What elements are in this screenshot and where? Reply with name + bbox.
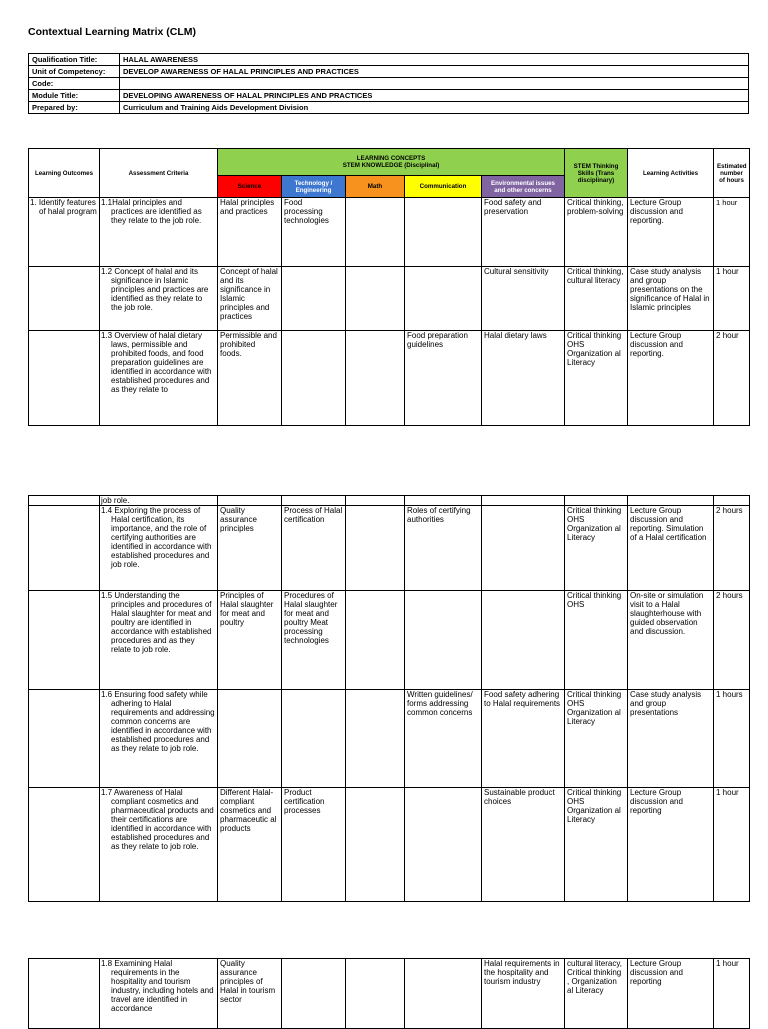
math-cell [346, 198, 405, 267]
info-value: HALAL AWARENESS [120, 54, 749, 66]
communication-cell [405, 591, 482, 690]
stem-thinking-cell: Critical thinking OHS Organization al Literacy [565, 690, 628, 788]
info-value: DEVELOP AWARENESS OF HALAL PRINCIPLES AND PRACTICES [120, 66, 749, 78]
technology-cell: Procedures of Halal slaughter for meat and poultry Meat processing technologies [282, 591, 346, 690]
info-value [120, 78, 749, 90]
science-cell [218, 690, 282, 788]
learning-activities-cell: Lecture Group discussion and reporting [628, 959, 714, 1029]
continuation-text: job role. [100, 496, 218, 506]
stem-thinking-cell: Critical thinking OHS Organization al Literacy [565, 506, 628, 591]
science-cell: Concept of halal and its significance in Islamic principles and practices [218, 267, 282, 331]
table-row [29, 267, 750, 331]
hours-cell: 2 hours [714, 506, 750, 591]
technology-cell [282, 959, 346, 1029]
info-value: Curriculum and Training Aids Development Division [120, 102, 749, 114]
assessment-criteria-cell: 1.5 Understanding the principles and procedures of Halal slaughter for meat and poultry are identified in accordance with established procedures and as they relate to job role. [100, 591, 218, 690]
assessment-criteria-cell: 1.8 Examining Halal requirements in the hospitality and tourism industry, including hotels and travel are identified in accordance [100, 959, 218, 1029]
header-learning-concepts [218, 149, 565, 176]
header-science: Science [218, 176, 282, 198]
environmental-cell: Cultural sensitivity [482, 267, 565, 331]
hours-cell: 1 hours [714, 690, 750, 788]
table-row [29, 198, 750, 267]
math-cell [346, 690, 405, 788]
environmental-cell: Halal dietary laws [482, 331, 565, 426]
communication-cell: Roles of certifying authorities [405, 506, 482, 591]
technology-cell [282, 267, 346, 331]
assessment-criteria-cell: 1.1Halal principles and practices are identified as they relate to the job role. [100, 198, 218, 267]
table-row [29, 591, 750, 690]
header-assessment-criteria: Assessment Criteria [100, 149, 218, 198]
header-stem-thinking: STEM Thinking Skills (Trans disciplinary) [565, 149, 628, 198]
module-info-table [28, 53, 749, 114]
science-cell: Permissible and prohibited foods. [218, 331, 282, 426]
stem-thinking-cell: cultural literacy, Critical thinking , Organization al Literacy [565, 959, 628, 1029]
info-row [29, 102, 749, 114]
continuation-row [29, 496, 750, 506]
learning-activities-cell: Case study analysis and group presentations on the significance of Halal in Islamic principles [628, 267, 714, 331]
info-label: Module Title: [29, 90, 120, 102]
assessment-criteria-cell: 1.3 Overview of halal dietary laws, permissible and prohibited foods, and food preparation guidelines are identified in accordance with established procedures and as they relate to [100, 331, 218, 426]
info-value: DEVELOPING AWARENESS OF HALAL PRINCIPLES AND PRACTICES [120, 90, 749, 102]
table-row [29, 788, 750, 902]
stem-thinking-cell: Critical thinking OHS [565, 591, 628, 690]
table-row [29, 959, 750, 1029]
math-cell [346, 506, 405, 591]
technology-cell: Food processing technologies [282, 198, 346, 267]
technology-cell [282, 690, 346, 788]
math-cell [346, 959, 405, 1029]
stem-thinking-cell: Critical thinking, cultural literacy [565, 267, 628, 331]
math-cell [346, 591, 405, 690]
clm-table-section-3 [28, 958, 750, 1029]
learning-outcome-cell [29, 267, 100, 331]
learning-activities-cell: Lecture Group discussion and reporting. [628, 331, 714, 426]
header-technology: Technology / Engineering [282, 176, 346, 198]
clm-table-section-2 [28, 495, 750, 902]
assessment-criteria-cell: 1.4 Exploring the process of Halal certification, its importance, and the role of certifying authorities are identified in accordance with established procedures and job role. [100, 506, 218, 591]
table-row [29, 331, 750, 426]
hours-cell: 1 hour [714, 788, 750, 902]
table-row [29, 506, 750, 591]
communication-cell: Food preparation guidelines [405, 331, 482, 426]
info-row [29, 66, 749, 78]
learning-outcome-cell: 1. Identify features of halal program [29, 198, 100, 267]
communication-cell [405, 267, 482, 331]
learning-activities-cell: Lecture Group discussion and reporting. [628, 198, 714, 267]
document-title: Contextual Learning Matrix (CLM) [28, 26, 197, 38]
science-cell: Different Halal-compliant cosmetics and pharmaceutic al products [218, 788, 282, 902]
header-environmental: Environmental issues and other concerns [482, 176, 565, 198]
environmental-cell: Sustainable product choices [482, 788, 565, 902]
info-row [29, 90, 749, 102]
hours-cell: 2 hours [714, 591, 750, 690]
header-learning-outcomes: Learning Outcomes [29, 149, 100, 198]
environmental-cell: Halal requirements in the hospitality and tourism industry [482, 959, 565, 1029]
info-label: Qualification Title: [29, 54, 120, 66]
info-label: Code: [29, 78, 120, 90]
hours-cell: 1 hour [714, 267, 750, 331]
learning-activities-cell: Lecture Group discussion and reporting [628, 788, 714, 902]
learning-activities-cell: On-site or simulation visit to a Halal slaughterhouse with guided observation and discussion. [628, 591, 714, 690]
header-communication: Communication [405, 176, 482, 198]
header-learning-activities: Learning Activities [628, 149, 714, 198]
learning-outcome-cell [29, 331, 100, 426]
environmental-cell [482, 591, 565, 690]
hours-cell: 2 hour [714, 331, 750, 426]
table-row [29, 690, 750, 788]
hours-cell: 1 hour [714, 959, 750, 1029]
technology-cell: Process of Halal certification [282, 506, 346, 591]
technology-cell [282, 331, 346, 426]
environmental-cell [482, 506, 565, 591]
assessment-criteria-cell: 1.2 Concept of halal and its significance in Islamic principles and practices are identified as they relate to the job role. [100, 267, 218, 331]
environmental-cell: Food safety adhering to Halal requirements [482, 690, 565, 788]
learning-concepts-label: LEARNING CONCEPTS [356, 155, 426, 162]
assessment-criteria-cell: 1.6 Ensuring food safety while adhering to Halal requirements and addressing common concerns are identified in accordance with established procedures and as they relate to job role. [100, 690, 218, 788]
stem-thinking-cell: Critical thinking OHS Organization al Literacy [565, 788, 628, 902]
science-cell: Halal principles and practices [218, 198, 282, 267]
communication-cell [405, 959, 482, 1029]
communication-cell: Written guidelines/ forms addressing common concerns [405, 690, 482, 788]
info-row [29, 78, 749, 90]
info-label: Unit of Competency: [29, 66, 120, 78]
info-row [29, 54, 749, 66]
science-cell: Quality assurance principles [218, 506, 282, 591]
header-hours: Estimated number of hours [714, 149, 750, 198]
learning-activities-cell: Case study analysis and group presentations [628, 690, 714, 788]
learning-activities-cell: Lecture Group discussion and reporting. Simulation of a Halal certification [628, 506, 714, 591]
math-cell [346, 267, 405, 331]
technology-cell: Product certification processes [282, 788, 346, 902]
science-cell: Quality assurance principles of Halal in tourism sector [218, 959, 282, 1029]
math-cell [346, 331, 405, 426]
clm-table-section-1 [28, 148, 750, 426]
info-label: Prepared by: [29, 102, 120, 114]
stem-knowledge-label: STEM KNOWLEDGE (Disciplinal) [342, 162, 440, 169]
math-cell [346, 788, 405, 902]
science-cell: Principles of Halal slaughter for meat and poultry [218, 591, 282, 690]
header-math: Math [346, 176, 405, 198]
communication-cell [405, 788, 482, 902]
stem-thinking-cell: Critical thinking OHS Organization al Literacy [565, 331, 628, 426]
environmental-cell: Food safety and preservation [482, 198, 565, 267]
stem-thinking-cell: Critical thinking, problem-solving [565, 198, 628, 267]
hours-cell: 1 hour [714, 198, 750, 267]
communication-cell [405, 198, 482, 267]
assessment-criteria-cell: 1.7 Awareness of Halal compliant cosmetics and pharmaceutical products and their certifications are identified in accordance with established procedures and as they relate to job role. [100, 788, 218, 902]
